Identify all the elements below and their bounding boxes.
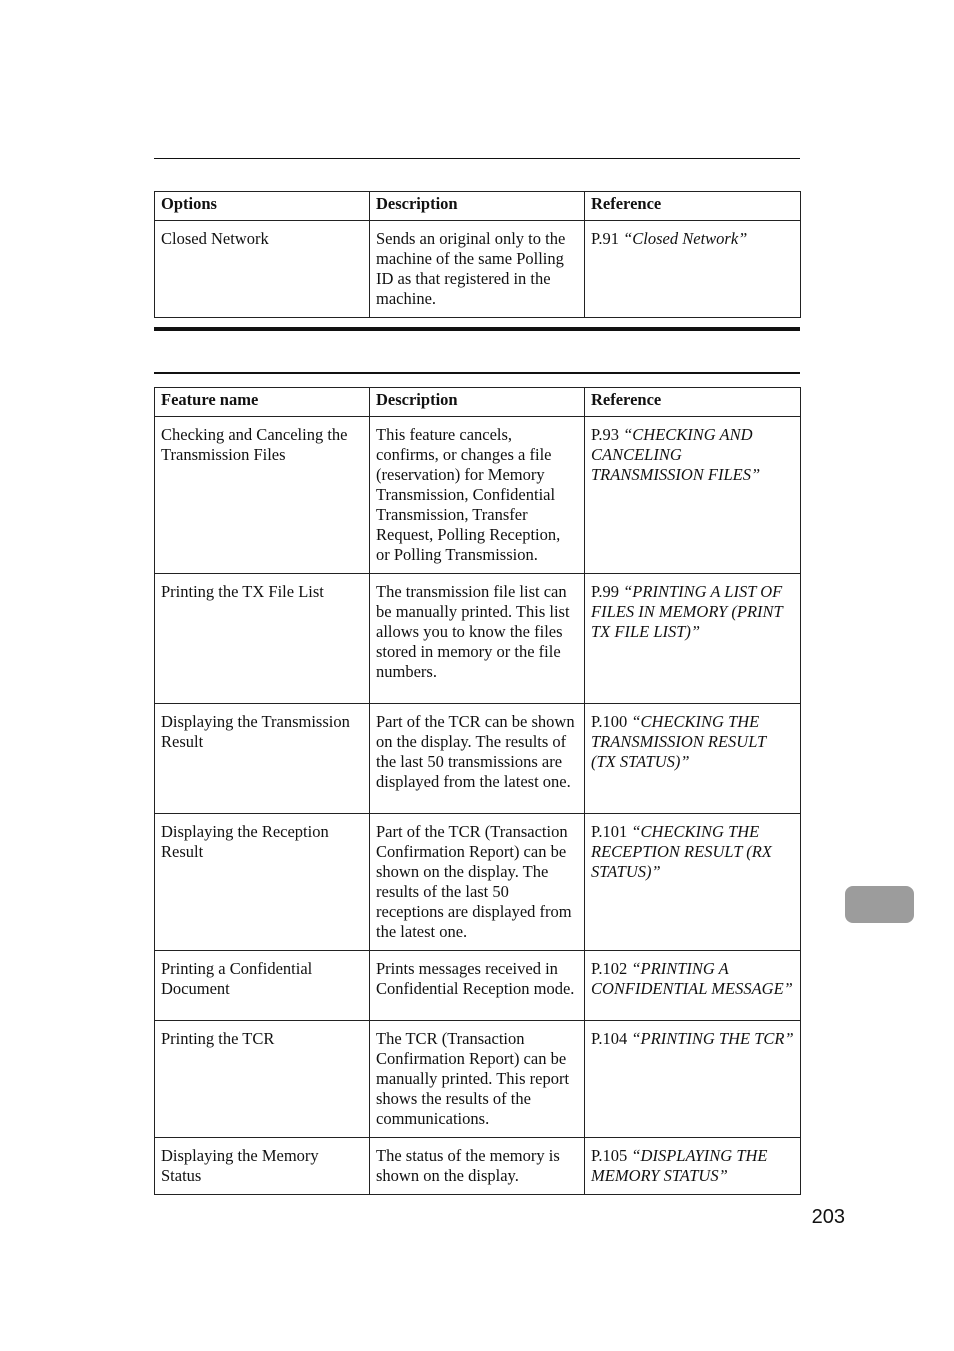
- chapter-tab-marker: [845, 886, 914, 923]
- options-table: [154, 191, 801, 318]
- column-header: Description: [370, 192, 585, 221]
- feature-reference: [585, 951, 801, 1021]
- table-row: [155, 417, 801, 574]
- column-header: Feature name: [155, 388, 370, 417]
- feature-description: Prints messages received in Confidential Reception mode.: [370, 951, 585, 1021]
- reference-title: “PRINTING A LIST OF FILES IN MEMORY (PRINT TX FILE LIST)”: [591, 582, 783, 641]
- feature-reference: [585, 704, 801, 814]
- reference-title: “DISPLAYING THE MEMORY STATUS”: [591, 1146, 768, 1185]
- option-reference: [585, 221, 801, 318]
- table-row: [155, 1021, 801, 1138]
- table-header-row: [155, 192, 801, 221]
- page-number: 203: [811, 1206, 845, 1228]
- feature-reference: [585, 417, 801, 574]
- features-table: [154, 387, 801, 1195]
- feature-name: Displaying the Transmission Result: [155, 704, 370, 814]
- feature-name: Checking and Canceling the Transmission Files: [155, 417, 370, 574]
- feature-description: Part of the TCR (Transaction Confirmation Report) can be shown on the display. The results of the last 50 receptions are displayed from the latest one.: [370, 814, 585, 951]
- feature-name: Printing the TCR: [155, 1021, 370, 1138]
- reference-page: P.93: [591, 425, 619, 444]
- reference-title: “Closed Network”: [623, 229, 748, 248]
- column-header: Reference: [585, 388, 801, 417]
- table-row: [155, 951, 801, 1021]
- reference-page: P.104: [591, 1029, 628, 1048]
- feature-description: This feature cancels, confirms, or changes a file (reservation) for Memory Transmission, Confidential Transmission, Transfer Request, Polling Reception, or Polling Transmission.: [370, 417, 585, 574]
- reference-page: P.102: [591, 959, 628, 978]
- feature-description: The transmission file list can be manually printed. This list allows you to know the files stored in memory or the file numbers.: [370, 574, 585, 704]
- reference-title: “CHECKING THE TRANSMISSION RESULT (TX STATUS)”: [591, 712, 766, 771]
- feature-description: The TCR (Transaction Confirmation Report) can be manually printed. This report shows the results of the communications.: [370, 1021, 585, 1138]
- column-header: Reference: [585, 192, 801, 221]
- reference-title: “CHECKING AND CANCELING TRANSMISSION FILES”: [591, 425, 761, 484]
- feature-name: Displaying the Reception Result: [155, 814, 370, 951]
- table-row: [155, 221, 801, 318]
- section-rule-thick: [154, 327, 800, 331]
- feature-name: Displaying the Memory Status: [155, 1138, 370, 1195]
- column-header: Options: [155, 192, 370, 221]
- reference-page: P.101: [591, 822, 628, 841]
- option-name: Closed Network: [155, 221, 370, 318]
- feature-description: The status of the memory is shown on the display.: [370, 1138, 585, 1195]
- reference-title: “PRINTING A CONFIDENTIAL MESSAGE”: [591, 959, 793, 998]
- reference-title: “PRINTING THE TCR”: [631, 1029, 794, 1048]
- feature-name: Printing a Confidential Document: [155, 951, 370, 1021]
- reference-page: P.91: [591, 229, 619, 248]
- table-header-row: [155, 388, 801, 417]
- section-rule: [154, 372, 800, 374]
- feature-reference: [585, 574, 801, 704]
- reference-page: P.105: [591, 1146, 628, 1165]
- table-row: [155, 574, 801, 704]
- reference-page: P.100: [591, 712, 628, 731]
- column-header: Description: [370, 388, 585, 417]
- feature-name: Printing the TX File List: [155, 574, 370, 704]
- feature-reference: [585, 814, 801, 951]
- feature-reference: [585, 1021, 801, 1138]
- feature-description: Part of the TCR can be shown on the display. The results of the last 50 transmissions are displayed from the latest one.: [370, 704, 585, 814]
- reference-page: P.99: [591, 582, 619, 601]
- feature-reference: [585, 1138, 801, 1195]
- table-row: [155, 1138, 801, 1195]
- reference-title: “CHECKING THE RECEPTION RESULT (RX STATUS)”: [591, 822, 772, 881]
- top-rule: [154, 158, 800, 159]
- table-row: [155, 704, 801, 814]
- option-description: Sends an original only to the machine of the same Polling ID as that registered in the machine.: [370, 221, 585, 318]
- table-row: [155, 814, 801, 951]
